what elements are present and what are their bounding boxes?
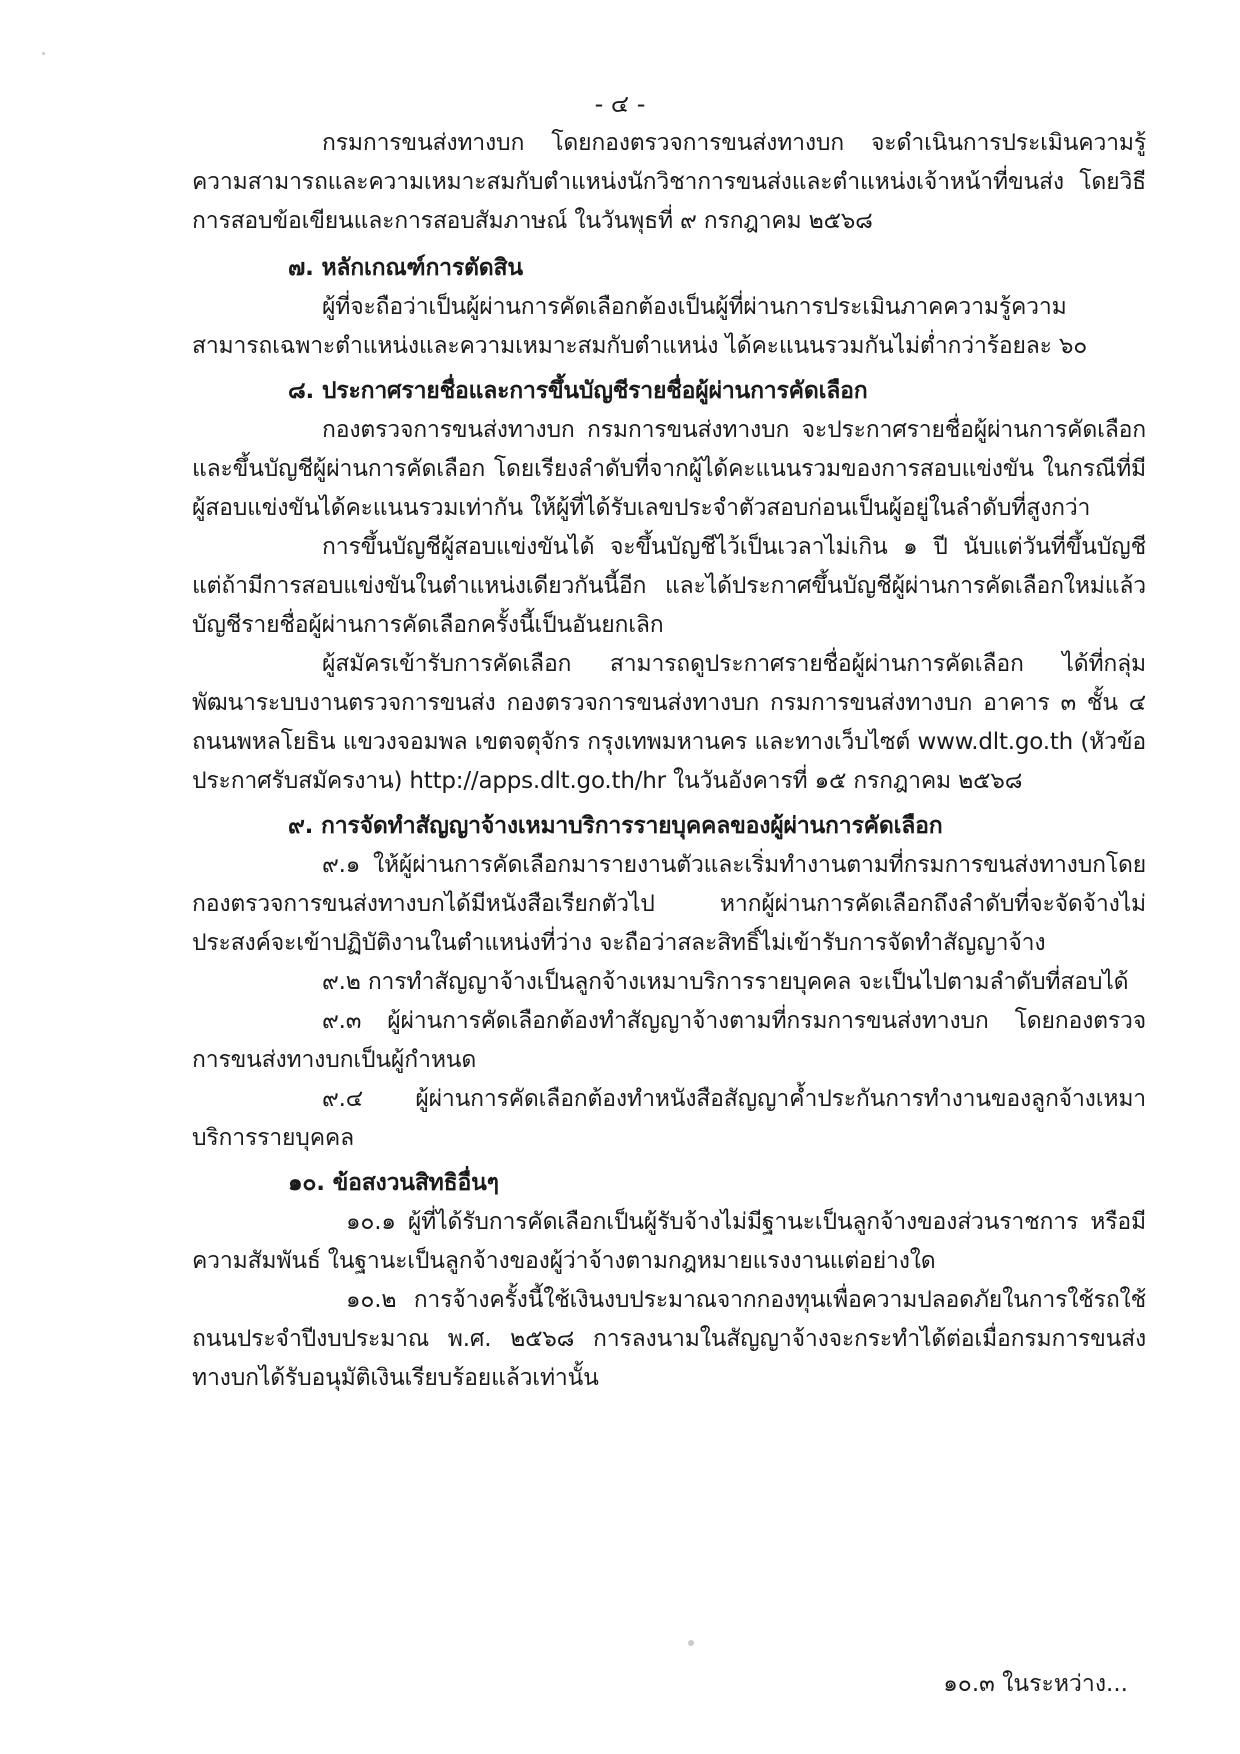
section-7-heading: ๗. หลักเกณฑ์การตัดสิน <box>288 255 523 281</box>
section-10-item-1: ๑๐.๑ ผู้ที่ได้รับการคัดเลือกเป็นผู้รับจ้างไม่มีฐานะเป็นลูกจ้างของส่วนราชการ หรือมีความสัมพันธ์ ในฐานะเป็นลูกจ้างของผู้ว่าจ้างตามกฎหมายแรงงานแต่อย่างใด <box>192 1209 1146 1274</box>
intro-paragraph: กรมการขนส่งทางบก โดยกองตรวจการขนส่งทางบก จะดำเนินการประเมินความรู้ความสามารถและความเหมาะสมกับตำแหน่งนักวิชาการขนส่งและตำแหน่งเจ้าหน้าที่ขนส่ง โดยวิธีการสอบข้อเขียนและการสอบสัมภาษณ์ ในวันพุธที่ ๙ กรกฎาคม ๒๕๖๘ <box>192 130 1146 234</box>
scan-speck <box>42 52 45 55</box>
continuation-text: ๑๐.๓ ในระหว่าง... <box>943 1671 1128 1697</box>
section-9-item-1: ๙.๑ ให้ผู้ผ่านการคัดเลือกมารายงานตัวและเริ่มทำงานตามที่กรมการขนส่งทางบกโดยกองตรวจการขนส่งทางบกได้มีหนังสือเรียกตัวไป หากผู้ผ่านการคัดเลือกถึงลำดับที่จะจัดจ้างไม่ประสงค์จะเข้าปฏิบัติงานในตำแหน่งที่ว่าง จะถือว่าสละสิทธิ์ไม่เข้ารับการจัดทำสัญญาจ้าง <box>192 852 1146 956</box>
section-8-paragraph-2: การขึ้นบัญชีผู้สอบแข่งขันได้ จะขึ้นบัญชีไว้เป็นเวลาไม่เกิน ๑ ปี นับแต่วันที่ขึ้นบัญชี แต่ถ้ามีการสอบแข่งขันในตำแหน่งเดียวกันนี้อีก และได้ประกาศขึ้นบัญชีผู้ผ่านการคัดเลือกใหม่แล้ว บัญชีรายชื่อผู้ผ่านการคัดเลือกครั้งนี้เป็นอันยกเลิก <box>192 534 1146 638</box>
section-8-heading: ๘. ประกาศรายชื่อและการขึ้นบัญชีรายชื่อผู้ผ่านการคัดเลือก <box>288 378 868 404</box>
section-10-heading: ๑๐. ข้อสงวนสิทธิอื่นๆ <box>288 1170 499 1196</box>
section-9-heading: ๙. การจัดทำสัญญาจ้างเหมาบริการรายบุคคลของผู้ผ่านการคัดเลือก <box>288 813 943 839</box>
section-9-item-3: ๙.๓ ผู้ผ่านการคัดเลือกต้องทำสัญญาจ้างตามที่กรมการขนส่งทางบก โดยกองตรวจการขนส่งทางบกเป็นผู้กำหนด <box>192 1008 1146 1073</box>
section-10-item-2: ๑๐.๒ การจ้างครั้งนี้ใช้เงินงบประมาณจากกองทุนเพื่อความปลอดภัยในการใช้รถใช้ถนนประจำปีงบประมาณ พ.ศ. ๒๕๖๘ การลงนามในสัญญาจ้างจะกระทำได้ต่อเมื่อกรมการขนส่งทางบกได้รับอนุมัติเงินเรียบร้อยแล้วเท่านั้น <box>192 1287 1146 1391</box>
section-9-item-4: ๙.๔ ผู้ผ่านการคัดเลือกต้องทำหนังสือสัญญาค้ำประกันการทำงานของลูกจ้างเหมาบริการรายบุคคล <box>192 1086 1146 1151</box>
section-8-paragraph-1: กองตรวจการขนส่งทางบก กรมการขนส่งทางบก จะประกาศรายชื่อผู้ผ่านการคัดเลือกและขึ้นบัญชีผู้ผ่านการคัดเลือก โดยเรียงลำดับที่จากผู้ได้คะแนนรวมของการสอบแข่งขัน ในกรณีที่มีผู้สอบแข่งขันได้คะแนนรวมเท่ากัน ให้ผู้ที่ได้รับเลขประจำตัวสอบก่อนเป็นผู้อยู่ในลำดับที่สูงกว่า <box>192 417 1146 521</box>
section-9-item-2: ๙.๒ การทำสัญญาจ้างเป็นลูกจ้างเหมาบริการรายบุคคล จะเป็นไปตามลำดับที่สอบได้ <box>322 969 1129 995</box>
page-number: - ๔ - <box>594 90 646 118</box>
section-8-paragraph-3: ผู้สมัครเข้ารับการคัดเลือก สามารถดูประกาศรายชื่อผู้ผ่านการคัดเลือก ได้ที่กลุ่มพัฒนาระบบงานตรวจการขนส่ง กองตรวจการขนส่งทางบก กรมการขนส่งทางบก อาคาร ๓ ชั้น ๔ ถนนพหลโยธิน แขวงจอมพล เขตจตุจักร กรุงเทพมหานคร และทางเว็บไซต์ www.dlt.go.th (หัวข้อประกาศรับสมัครงาน) http://apps.dlt.go.th/hr ในวันอังคารที่ ๑๕ กรกฎาคม ๒๕๖๘ <box>192 651 1146 794</box>
section-7-paragraph: ผู้ที่จะถือว่าเป็นผู้ผ่านการคัดเลือกต้องเป็นผู้ที่ผ่านการประเมินภาคความรู้ความสามารถเฉพาะตำแหน่งและความเหมาะสมกับตำแหน่ง ได้คะแนนรวมกันไม่ต่ำกว่าร้อยละ ๖๐ <box>192 294 1088 359</box>
scan-speck <box>688 1640 694 1646</box>
document-body <box>192 124 1146 1398</box>
